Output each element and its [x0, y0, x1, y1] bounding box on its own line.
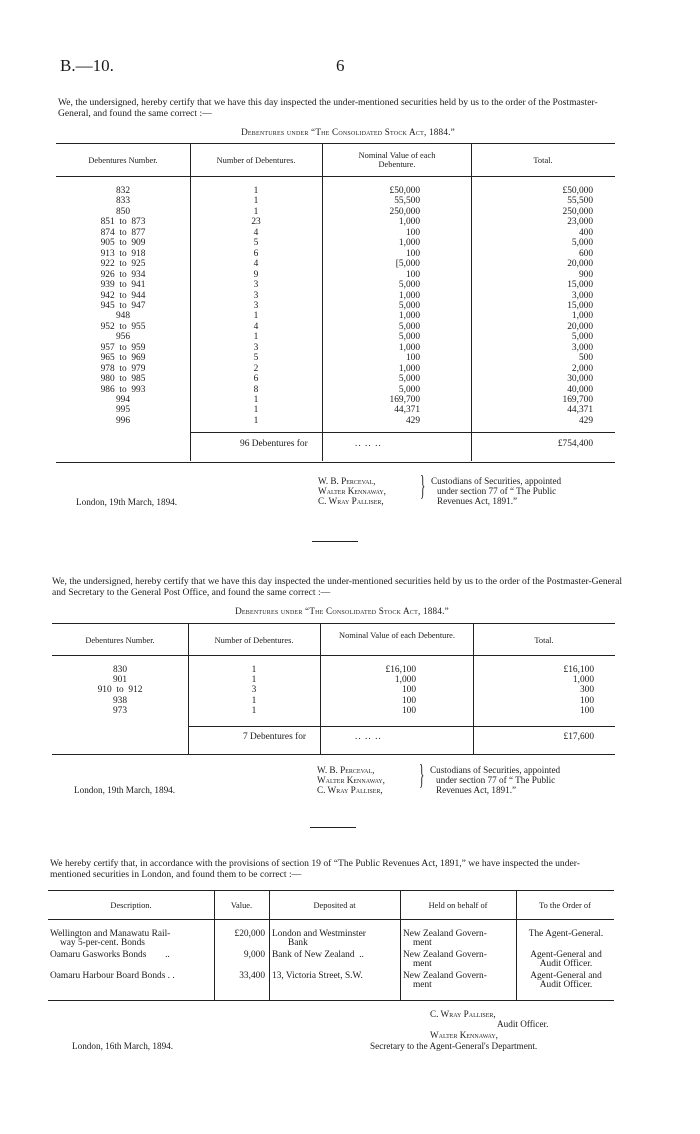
cert3-row-0-deposited-line-1: Bank [288, 938, 308, 949]
cert3-sig-3: Walter Kennaway, [430, 1030, 498, 1040]
cert2-row-2-nominal-value: 100 [401, 685, 416, 696]
cert3-sig-1: C. Wray Palliser, [430, 1009, 496, 1019]
cert3-row-1-order-line-0: Agent-General and [530, 950, 602, 960]
cert1-row-14-debenture-number: 956 [115, 332, 131, 343]
cert1-row-16-debenture-count: 5 [253, 353, 259, 364]
cert1-row-7-debenture-number: 922 to 925 [100, 259, 146, 270]
cert3-col-value: Value. [230, 901, 253, 910]
cert1-row-17-row-total: 2,000 [571, 363, 593, 374]
cert3-row-1-held-line-0: New Zealand Govern- [403, 950, 487, 960]
cert3-row-2-desc: Oamaru Harbour Board Bonds . . [50, 971, 175, 981]
cert1-row-11-debenture-number: 945 to 947 [100, 300, 146, 311]
cert2-caption: Debentures under “The Consolidated Stock Act, 1884.” [235, 606, 449, 616]
cert1-row-2-nominal-value: 250,000 [389, 206, 420, 217]
cert3-row-1-deposited: Bank of New Zealand .. [272, 950, 364, 960]
cert1-row-10-row-total: 3,000 [571, 290, 593, 301]
cert1-row-15-debenture-number: 957 to 959 [100, 342, 146, 353]
cert3-col-order: To the Order of [539, 901, 591, 910]
cert1-row-5-debenture-count: 5 [253, 238, 259, 249]
cert1-row-1-debenture-number: 833 [115, 196, 131, 207]
cert2-row-4-nominal-value: 100 [401, 705, 416, 716]
cert2-row-3-debenture-number: 938 [112, 695, 128, 706]
cert1-custodians-2: under section 77 of “ The Public [437, 486, 557, 496]
cert1-row-13-debenture-count: 4 [253, 321, 259, 332]
cert1-total-value: £754,400 [557, 439, 593, 449]
cert2-total-dots: .. .. .. [355, 732, 382, 742]
cert3-sig-4: Secretary to the Agent-General's Department. [370, 1041, 538, 1051]
cert1-row-3-row-total: 23,000 [567, 217, 593, 228]
cert3-row-1-value: 9,000 [243, 950, 265, 960]
cert1-row-3-debenture-count: 23 [251, 217, 261, 228]
cert1-row-2-row-total: 250,000 [562, 206, 593, 217]
cert2-row-3-row-total: 100 [579, 695, 594, 706]
cert1-row-20-row-total: 169,700 [562, 395, 593, 405]
cert1-caption: Debentures under “The Consolidated Stock Act, 1884.” [241, 127, 455, 137]
cert2-col-number: Debentures Number. [85, 636, 155, 645]
cert1-row-12-row-total: 1,000 [571, 311, 593, 322]
cert1-row-0-row-total: £50,000 [562, 186, 593, 196]
cert1-row-15-debenture-count: 3 [253, 342, 259, 353]
cert3-col-held: Held on behalf of [428, 901, 488, 910]
cert1-col-count: Number of Debentures. [216, 156, 296, 165]
cert1-row-4-debenture-count: 4 [253, 227, 259, 238]
section-divider [312, 541, 358, 542]
cert3-col-deposited: Deposited at [313, 901, 356, 910]
cert1-row-12-debenture-count: 1 [253, 311, 259, 322]
cert1-row-20-debenture-number: 994 [115, 395, 131, 405]
cert1-col-nominal: Nominal Value of each Debenture. [358, 151, 436, 169]
cert1-place-date: London, 19th March, 1894. [76, 497, 178, 507]
cert1-row-17-debenture-number: 978 to 979 [100, 363, 146, 374]
cert2-row-0-nominal-value: £16,100 [385, 665, 416, 675]
cert1-row-18-debenture-number: 980 to 985 [100, 374, 146, 385]
cert1-row-11-debenture-count: 3 [253, 300, 259, 311]
cert1-row-9-row-total: 15,000 [567, 280, 593, 291]
cert1-row-18-debenture-count: 6 [253, 374, 259, 385]
cert3-row-2-order-line-1: Audit Officer. [539, 980, 593, 991]
cert1-row-12-nominal-value: 1,000 [398, 311, 420, 322]
cert1-row-6-debenture-number: 913 to 918 [100, 248, 146, 259]
cert1-row-3-debenture-number: 851 to 873 [100, 217, 146, 228]
cert1-signer-3: C. Wray Palliser, [318, 496, 384, 506]
cert1-row-16-debenture-number: 965 to 969 [100, 353, 146, 364]
cert3-row-0-desc-line-1: way 5-per-cent. Bonds [60, 938, 145, 949]
cert2-custodians-3: Revenues Act, 1891.” [436, 785, 517, 795]
cert1-row-22-row-total: 429 [578, 415, 593, 426]
cert1-row-8-row-total: 900 [578, 269, 593, 280]
cert1-row-20-debenture-count: 1 [253, 395, 259, 405]
cert1-row-7-nominal-value: [5,000 [395, 259, 420, 270]
cert1-total-label: 96 Debentures for [240, 439, 308, 449]
cert3-row-2-value: 33,400 [239, 971, 265, 981]
cert1-custodians-1: Custodians of Securities, appointed [431, 476, 562, 486]
cert3-col-description: Description. [110, 901, 152, 910]
cert1-row-0-debenture-number: 832 [115, 186, 131, 196]
cert1-row-3-nominal-value: 1,000 [398, 217, 420, 228]
cert1-row-9-debenture-number: 939 to 941 [100, 280, 146, 291]
cert1-row-10-nominal-value: 1,000 [398, 290, 420, 301]
cert2-col-total: Total. [534, 636, 554, 645]
cert2-row-4-debenture-number: 973 [112, 705, 128, 716]
section-divider-2 [310, 827, 356, 828]
cert2-row-0-debenture-count: 1 [251, 665, 257, 675]
cert1-row-19-row-total: 40,000 [567, 384, 593, 395]
cert3-place-date: London, 16th March, 1894. [72, 1041, 174, 1051]
cert3-row-2-held-line-0: New Zealand Govern- [403, 971, 487, 981]
cert1-custodians-3: Revenues Act, 1891.” [437, 496, 518, 506]
cert1-row-9-nominal-value: 5,000 [398, 280, 420, 291]
cert1-row-21-nominal-value: 44,371 [394, 405, 420, 416]
cert2-row-0-debenture-number: 830 [112, 665, 128, 675]
cert1-row-5-debenture-number: 905 to 909 [100, 238, 146, 249]
cert1-row-13-nominal-value: 5,000 [398, 321, 420, 332]
cert3-row-0-desc-line-0: Wellington and Manawatu Rail- [50, 929, 171, 939]
cert1-row-22-nominal-value: 429 [405, 415, 420, 426]
cert1-row-22-debenture-count: 1 [253, 415, 259, 426]
cert2-total-value: £17,600 [563, 732, 594, 742]
cert2-row-3-nominal-value: 100 [401, 695, 416, 706]
cert1-row-21-debenture-count: 1 [253, 405, 259, 416]
cert2-signer-3: C. Wray Palliser, [317, 785, 383, 795]
cert2-col-count: Number of Debentures. [214, 636, 294, 645]
cert1-row-14-debenture-count: 1 [253, 332, 259, 343]
cert1-row-14-nominal-value: 5,000 [398, 332, 420, 343]
cert1-row-21-debenture-number: 995 [115, 405, 131, 416]
cert2-total-label: 7 Debentures for [243, 732, 306, 742]
cert1-row-1-debenture-count: 1 [253, 196, 259, 207]
cert1-row-1-nominal-value: 55,500 [394, 196, 420, 207]
cert1-row-22-debenture-number: 996 [115, 415, 131, 426]
cert1-row-13-debenture-number: 952 to 955 [100, 321, 146, 332]
cert2-row-2-row-total: 300 [579, 685, 594, 696]
cert1-row-0-nominal-value: £50,000 [389, 186, 420, 196]
cert1-row-11-nominal-value: 5,000 [398, 300, 420, 311]
cert2-row-0-row-total: £16,100 [563, 665, 594, 675]
cert1-row-16-nominal-value: 100 [405, 353, 420, 364]
cert1-row-10-debenture-count: 3 [253, 290, 259, 301]
cert1-row-0-debenture-count: 1 [253, 186, 259, 196]
cert1-row-6-debenture-count: 6 [253, 248, 259, 259]
cert3-row-0-deposited-line-0: London and Westminster [272, 929, 366, 939]
cert1-brace: } [420, 471, 426, 502]
cert1-signer-2: Walter Kennaway, [318, 486, 386, 496]
cert1-row-4-debenture-number: 874 to 877 [100, 227, 146, 238]
cert2-place-date: London, 19th March, 1894. [74, 785, 176, 795]
cert1-row-18-row-total: 30,000 [567, 374, 593, 385]
cert1-row-9-debenture-count: 3 [253, 280, 259, 291]
cert1-row-20-nominal-value: 169,700 [389, 395, 420, 405]
cert3-row-1-desc: Oamaru Gasworks Bonds .. [50, 950, 170, 960]
cert2-row-1-nominal-value: 1,000 [394, 675, 416, 686]
cert1-row-19-debenture-count: 8 [253, 384, 259, 395]
cert1-row-2-debenture-count: 1 [253, 206, 259, 217]
cert3-intro: We hereby certify that, in accordance with the provisions of section 19 of “The Public Revenues Act, 1891,” we have inspected the under-mentioned securities in London, and found them to be correct :— [50, 858, 580, 880]
cert1-row-17-debenture-count: 2 [253, 363, 259, 374]
cert1-row-19-debenture-number: 986 to 993 [100, 384, 146, 395]
cert1-row-18-nominal-value: 5,000 [398, 374, 420, 385]
cert1-row-6-nominal-value: 100 [405, 248, 420, 259]
cert1-row-15-nominal-value: 1,000 [398, 342, 420, 353]
cert1-row-4-row-total: 400 [578, 227, 593, 238]
cert1-row-10-debenture-number: 942 to 944 [100, 290, 146, 301]
cert1-col-number: Debentures Number. [88, 156, 158, 165]
cert2-signer-2: Walter Kennaway, [317, 775, 385, 785]
cert1-row-15-row-total: 3,000 [571, 342, 593, 353]
cert2-brace: } [419, 760, 425, 791]
cert1-row-4-nominal-value: 100 [405, 227, 420, 238]
cert1-row-5-row-total: 5,000 [571, 238, 593, 249]
cert3-row-1-order-line-1: Audit Officer. [539, 959, 593, 970]
cert1-col-total: Total. [533, 156, 553, 165]
cert2-row-1-debenture-number: 901 [112, 675, 128, 686]
cert1-row-1-row-total: 55,500 [567, 196, 593, 207]
cert3-row-0-held-line-1: ment [413, 938, 432, 949]
cert2-row-2-debenture-number: 910 to 912 [97, 685, 143, 696]
cert1-row-8-debenture-number: 926 to 934 [100, 269, 146, 280]
cert2-row-2-debenture-count: 3 [251, 685, 257, 696]
cert3-row-2-order-line-0: Agent-General and [530, 971, 602, 981]
cert1-total-dots: .. .. .. [355, 439, 382, 449]
cert2-intro: We, the undersigned, hereby certify that we have this day inspected the under-mentioned securities held by us to the order of the Postmaster-General and Secretary to the General Post Office, and found the same correct :— [52, 576, 623, 598]
cert1-row-7-row-total: 20,000 [567, 259, 593, 270]
cert1-row-14-row-total: 5,000 [571, 332, 593, 343]
page-number: 6 [336, 56, 345, 75]
cert1-row-6-row-total: 600 [578, 248, 593, 259]
cert1-row-2-debenture-number: 850 [115, 206, 131, 217]
cert3-sig-2: Audit Officer. [497, 1019, 549, 1029]
cert2-row-1-row-total: 1,000 [572, 675, 594, 686]
cert1-row-19-nominal-value: 5,000 [398, 384, 420, 395]
cert1-row-5-nominal-value: 1,000 [398, 238, 420, 249]
cert1-row-17-nominal-value: 1,000 [398, 363, 420, 374]
cert3-row-0-value: £20,000 [234, 929, 265, 939]
cert2-row-4-debenture-count: 1 [251, 705, 257, 716]
cert3-row-0-held-line-0: New Zealand Govern- [403, 929, 487, 939]
cert2-row-4-row-total: 100 [579, 705, 594, 716]
cert2-row-1-debenture-count: 1 [251, 675, 257, 686]
cert2-col-nominal: Nominal Value of each Debenture. [339, 631, 455, 640]
cert1-signer-1: W. B. Perceval, [318, 476, 376, 486]
cert2-row-3-debenture-count: 1 [251, 695, 257, 706]
cert3-row-2-held-line-1: ment [413, 980, 432, 991]
cert1-row-16-row-total: 500 [578, 353, 593, 364]
cert3-row-2-deposited: 13, Victoria Street, S.W. [272, 971, 363, 981]
cert2-custodians-1: Custodians of Securities, appointed [430, 765, 561, 775]
cert3-row-1-held-line-1: ment [413, 959, 432, 970]
cert1-row-13-row-total: 20,000 [567, 321, 593, 332]
cert2-signer-1: W. B. Perceval, [317, 765, 375, 775]
cert1-row-8-debenture-count: 9 [253, 269, 259, 280]
cert3-row-0-order: The Agent-General. [528, 929, 604, 939]
cert1-row-8-nominal-value: 100 [405, 269, 420, 280]
cert1-row-7-debenture-count: 4 [253, 259, 259, 270]
cert2-custodians-2: under section 77 of “ The Public [436, 775, 556, 785]
cert1-intro: We, the undersigned, hereby certify that we have this day inspected the under-mentioned securities held by us to the order of the Postmaster-General, and found the same correct :— [58, 97, 598, 119]
document-reference: B.—10. [60, 56, 114, 75]
cert1-row-12-debenture-number: 948 [115, 311, 131, 322]
cert1-row-11-row-total: 15,000 [567, 300, 593, 311]
cert1-row-21-row-total: 44,371 [567, 405, 593, 416]
